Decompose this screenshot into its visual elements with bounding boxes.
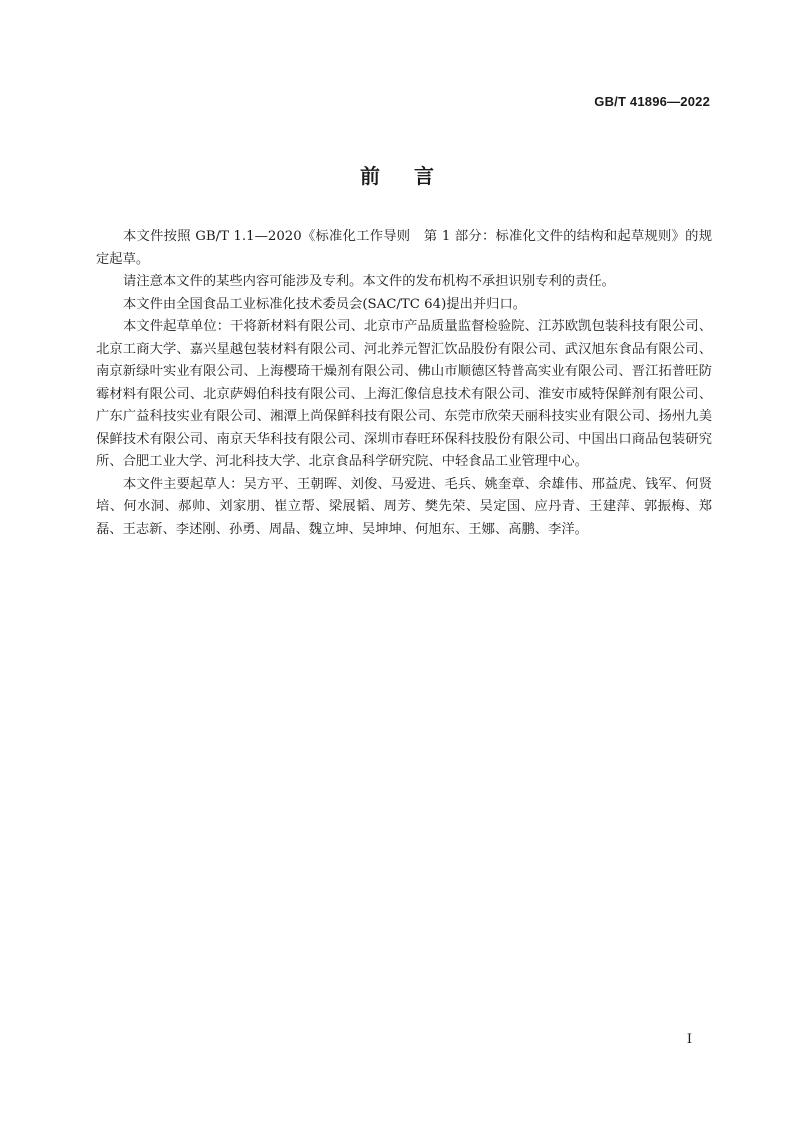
paragraph-drafters: 本文件主要起草人：吴方平、王朝晖、刘俊、马爱进、毛兵、姚奎章、余雄伟、邢益虎、钱军、何贤培、何水洞、郝帅、刘家朋、崔立帮、梁展韬、周芳、樊先荣、吴定国、应丹青、王建萍、郭振梅、郑磊、王志新、李述刚、孙勇、周晶、魏立坤、吴坤坤、何旭东、王娜、高鹏、李洋。 [96, 476, 712, 537]
title-char-1: 前 [360, 164, 380, 188]
paragraph-patent-notice: 请注意本文件的某些内容可能涉及专利。本文件的发布机构不承担识别专利的责任。 [123, 274, 615, 289]
paragraph-proposer: 本文件由全国食品工业标准化技术委员会(SAC/TC 64)提出并归口。 [123, 296, 527, 312]
standard-number: GB/T 41896—2022 [594, 94, 710, 109]
paragraph-drafting-units: 本文件起草单位：干将新材料有限公司、北京市产品质量监督检验院、江苏欧凯包装科技有限公司、北京工商大学、嘉兴星越包装材料有限公司、河北养元智汇饮品股份有限公司、武汉旭东食品有限公司、南京新绿叶实业有限公司、上海樱琦干燥剂有限公司、佛山市顺德区特普高实业有限公司、晋江拓普旺防霉材料有限公司、北京萨姆伯科技有限公司、上海汇像信息技术有限公司、淮安市威特保鲜剂有限公司、广东广益科技实业有限公司、湘潭上尚保鲜科技有限公司、东莞市欣荣天丽科技实业有限公司、扬州九美保鲜技术有限公司、南京天华科技有限公司、深圳市春旺环保科技股份有限公司、中国出口商品包装研究所、合肥工业大学、河北科技大学、北京食品科学研究院、中轻食品工业管理中心。 [96, 319, 712, 469]
paragraph-drafting-rules: 本文件按照 GB/T 1.1—2020《标准化工作导则 第 1 部分：标准化文件的结构和起草规则》的规定起草。 [96, 229, 712, 267]
foreword-body [96, 226, 712, 541]
page-number: I [686, 1032, 692, 1047]
title-char-2: 言 [414, 164, 434, 188]
page-title [0, 162, 794, 190]
